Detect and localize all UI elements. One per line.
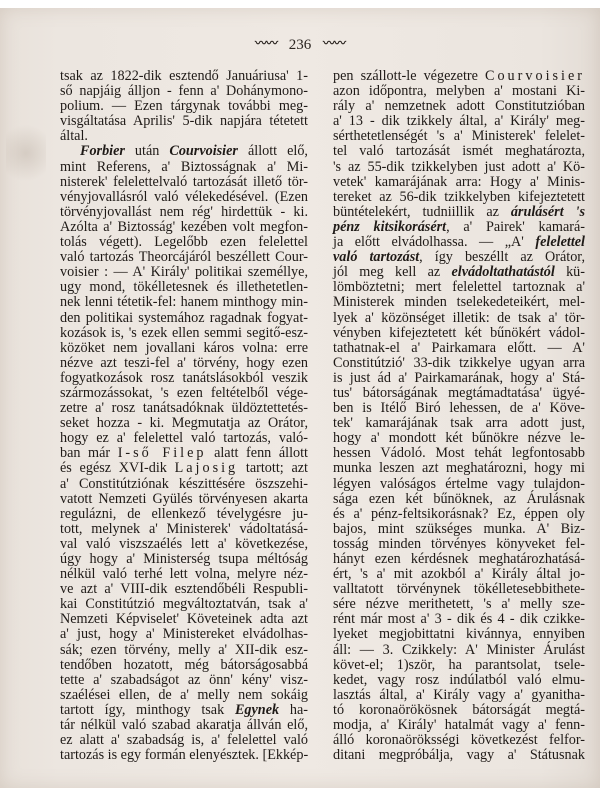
paper-stain [6, 118, 46, 188]
text-line: ért, 's a' mit azokból a' Király által jo- [333, 566, 585, 583]
text-line: tel való tartozását ismét meghatározta, [333, 143, 585, 160]
spaced-name: Courvoisier [485, 68, 585, 84]
text-line: zetre a' rosz tanátsadóknak üldöztettetés- [60, 400, 308, 417]
text-line [333, 235, 585, 250]
page-number: 236 [288, 37, 312, 53]
text-line [60, 461, 308, 476]
text-line: fogyatkozások rosz tanátslásokból veszik [60, 369, 308, 386]
text-line: hogy a' mondott két bűnökre nézve le- [333, 430, 585, 447]
text-line: kozások is, 's ezek ellen semmi segitő-esz- [60, 324, 308, 341]
text-segment: állott elő, [237, 143, 308, 160]
ornament-right-icon: 〰〰 [323, 36, 346, 50]
text-line: szaélései ellen, de a' melly nem sokáig [60, 686, 308, 703]
text-line: törvényjovallást nem rég' hirdettük - ki. [60, 203, 308, 220]
text-line: tár nélkül való szabad akaratja állván elő, [60, 717, 308, 734]
text-line: kai Constitútzió megváltoztatván, tsak a' [60, 596, 308, 613]
text-line: sága ezen két bűnöknek, az Árulásnak [333, 490, 585, 507]
text-line: sérthetetlenségét 's a' Ministerek' felelet- [333, 128, 585, 145]
text-line: vatott Nemzeti Gyülés törvényesen akarta [60, 490, 308, 507]
text-line: valltatott törvénynek tökélletesebbithete- [333, 581, 585, 598]
emphasized-text: elvádoltathatástól [451, 264, 555, 281]
text-segment: tartott; azt [238, 460, 308, 477]
text-line: és a' pénz-feltsikorásnak? Ez, éppen oly [333, 505, 585, 522]
text-line: is just ád a' Pairkamarának, hogy a' Stá- [333, 369, 585, 386]
text-line: visgáltatása Aprilis' 5-dik napjára tétetett [60, 113, 308, 130]
text-line: tolás végett). Legelőbb ezen felelettel [60, 234, 308, 251]
text-line: a' 13 - dik tzikkely által, a' Király' meg- [333, 113, 585, 130]
emphasized-text: való tartozást [333, 249, 420, 266]
text-segment: büntételekért, tudniillik az [333, 203, 511, 220]
text-line: tathatnak-el a' Pairkamara előtt. — A' [333, 339, 585, 356]
text-line: lyeket megjobittatni kivánnya, ennyiben [333, 626, 585, 643]
text-line: Nemzeti Képviselet' Követeinek adta azt [60, 611, 308, 628]
text-line: által. [60, 128, 88, 145]
text-segment: jól meg kell az [333, 264, 452, 281]
emphasized-text: pénz kitsikorásért [333, 218, 447, 235]
text-line: lyek a' közönséget illetik: de tsak a' tör- [333, 309, 585, 326]
spaced-name: Lajosig [174, 460, 239, 477]
text-line: álló koronaöröksségi következést felfor- [333, 732, 585, 749]
text-segment: , a' Pairek' kamará- [446, 218, 585, 235]
text-line [333, 205, 585, 220]
spaced-name: I-ső Filep [117, 445, 207, 462]
text-line: tus' bátorságának megtámadtatása' ügyé- [333, 384, 585, 401]
text-line: mint Referens, a' Biztosságnak a' Mi- [60, 158, 308, 175]
text-line: kedet, vagy rosz indúlatból való elmu- [333, 671, 585, 688]
text-line: Ministerek minden tselekedeteikért, mel- [333, 294, 585, 311]
text-line [333, 220, 585, 235]
text-line: lömböztetni; mert felelettel tartoznak a' [333, 279, 585, 296]
text-line: 's az 55-dik tzikkelyben just adott a' Kö- [333, 158, 585, 175]
text-line: áll: — 3. Czikkely: A' Minister Árulást [333, 641, 585, 658]
text-line: hessen Vádoló. Most tehát legfontosabb [333, 445, 585, 462]
text-line: nek lenni tétetik-fel: hanem minthogy min- [60, 294, 308, 311]
ornament-left-icon: 〰〰 [254, 36, 277, 50]
text-line [60, 144, 308, 159]
text-line: tek' kamarájának tsak arra adott just, [333, 415, 585, 432]
text-line: tartozás is egy formán elenyésztek. [Ekkép- [60, 747, 309, 764]
text-line: ben is Itélő Biró lehessen, de a' Köve- [333, 400, 585, 417]
emphasized-text: Egynek [234, 701, 280, 718]
text-line: tsak az 1822-dik esztendő Januáriusa' 1- [60, 68, 308, 84]
text-line: polium. — Ezen tárgynak további meg- [60, 98, 308, 115]
text-line: vetek' kamarájának arra: Hogy a' Minis- [333, 173, 585, 190]
text-line: den politikai systemához ragadnak fogyat- [60, 309, 308, 326]
left-column [60, 69, 308, 763]
text-line: azon időpontra, melyben a' mostani Ki- [333, 83, 585, 100]
text-line: seket hozza - ki. Megmutatja az Orátor, [60, 415, 308, 432]
text-line: regulázni, de ellenkező tévelygésre ju- [60, 505, 308, 522]
text-line: sére nézve merithetett, 's a' melly sze- [333, 596, 585, 613]
text-line [333, 265, 585, 280]
text-line: légyen valóságos értelme vagy tulajdon- [333, 475, 585, 492]
text-line: a' just, hogy a' Ministereket elvádolhas- [60, 626, 308, 643]
text-line: hogy ez a' felelettel való tartozás, való- [60, 430, 308, 447]
text-line: tott, melynek a' Ministerek' vádoltatásá- [60, 520, 308, 537]
text-line: a' Constitútziónak készittésére öszszehi- [60, 475, 308, 492]
text-line: bajos, mint szükséges munka. A' Biz- [333, 520, 585, 537]
newspaper-page [0, 8, 600, 788]
text-line: szármozássokat, 's ezen feltételből vége- [60, 384, 308, 401]
text-line: modja, a' Király' hatalmát vagy a' fenn- [333, 717, 585, 734]
text-line: úgy hogy a' Ministerség tsupa méltóság [60, 551, 308, 567]
text-line: Azólta a' Biztosság' kezében volt megfon- [60, 218, 308, 235]
text-segment: , így beszéllt az Orátor, [419, 249, 585, 266]
text-line: ez alatt a' szabadság is, a' felelettel való [60, 732, 308, 749]
text-segment: pen szállott-le végezetre [333, 68, 485, 84]
text-line: tendőben hozatott, még bátorságosabbá [60, 656, 308, 673]
text-segment: tartott így, minthogy tsak [60, 701, 235, 718]
text-line [60, 703, 308, 718]
text-line: rént már most a' 3 - dik és 4 - dik czikke- [333, 611, 585, 628]
text-line: való tartozás Theorcájáról beszéllett Cour- [60, 249, 308, 266]
text-line: rály a' nemzetnek adott Constitutzióban [333, 98, 585, 115]
text-line: nézve azt teszi-fel a' törvény, hogy ezen [60, 354, 308, 371]
text-line: tó koronaörökösnek bátorságát megtá- [333, 701, 585, 718]
emphasized-text: árulásért 's [510, 203, 585, 220]
text-line [333, 250, 585, 265]
text-line: vényjovallásról való vélekedésével. (Ezen [60, 188, 308, 205]
text-line: voisier : — A' Király' politikai személlye, [60, 264, 308, 281]
text-line: tette a' szabadságot az önn' kény' visz- [60, 671, 308, 688]
text-line: ditani megpróbálja, vagy a' Státusnak [333, 747, 585, 764]
emphasized-text: Forbier [80, 143, 125, 160]
text-line: val való viszszaélés lett a' következése, [60, 535, 308, 552]
text-line [60, 446, 308, 461]
text-segment: ja előtt elvádolhassa. — „A' [333, 234, 536, 251]
right-column [333, 69, 585, 763]
text-line: ugy mond, tökélletesnek és illethetetlen- [60, 279, 308, 296]
text-line: nélkül való terhé lett volna, melyre néz- [60, 566, 308, 583]
emphasized-text: Courvoisier [169, 143, 238, 160]
text-segment: ha- [279, 701, 308, 718]
text-line: tosság minden törvényes könyveket fel- [333, 535, 585, 552]
text-segment: kü- [554, 264, 585, 281]
emphasized-text: felelettel [535, 234, 585, 251]
text-segment: alatt fenn állott [206, 445, 308, 462]
text-line: munka leszen azt meghatározni, hogy mi [333, 460, 585, 477]
text-line: lasztás által, a' Király vagy a' gyanitha- [333, 686, 585, 703]
text-line: közöket nem jovallani káros volna: erre [60, 339, 308, 356]
text-line: vényben kifejeztetett két bűnökért vádol- [333, 324, 585, 341]
text-line: Constitútzió' 33-dik tzikkelye ugyan arra [333, 354, 585, 371]
text-line [333, 69, 585, 84]
text-line: nisterek' felelettelvaló tartozását illető tör- [60, 173, 308, 190]
text-line: sák; ezen törvény, melly a' XII-dik esz- [60, 641, 308, 658]
text-line: ve azt a' VIII-dik esztendőbéli Respubli- [60, 581, 308, 598]
text-segment: és egész XVI-dik [60, 460, 175, 477]
page-header [0, 34, 600, 54]
text-segment: ban már [60, 445, 118, 462]
text-line: ső napjáig álljon - fenn a' Dohánymono- [60, 83, 308, 100]
text-line: követ-el; 1)ször, ha parantsolat, tsele- [333, 656, 585, 673]
text-line: hányt ezen kérdésnek meghatározhatásá- [333, 551, 585, 567]
text-line: tereket az 56-dik tzikkelyben kifejeztetett [333, 188, 585, 205]
text-segment: után [124, 143, 170, 160]
